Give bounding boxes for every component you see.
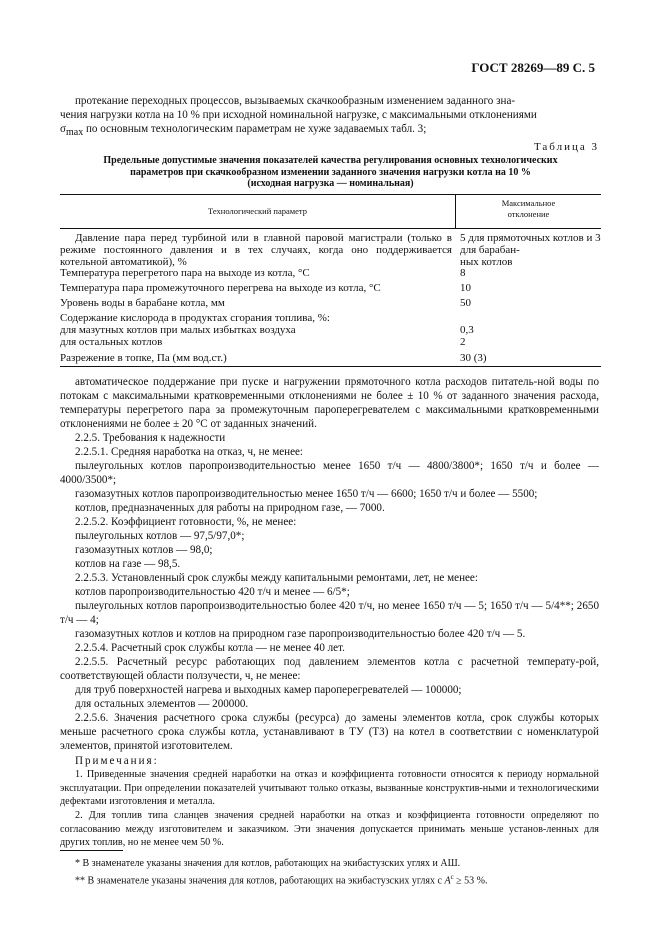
table-row-1-param: Давление пара перед турбиной или в главной паровой магистрали (только в режиме постоянного давления и в тех случаях, когда оно поддерживается котельной автоматикой), % — [60, 232, 452, 268]
footnote-separator — [60, 850, 123, 851]
header-cell-deviation: Максимальное отклонение — [501, 198, 556, 219]
section-2-2-5-1: 2.2.5.1. Средняя наработка на отказ, ч, не менее: — [75, 446, 304, 458]
table-row-4-param: Уровень воды в барабане котла, мм — [60, 297, 225, 309]
other-elements-resource: для остальных элементов — 200000. — [75, 698, 249, 710]
gas-boilers-service-life: газомазутных котлов и котлов на природном газе паропроизводительностью более 420 т/ч — 5. — [75, 628, 526, 640]
section-2-2-5: 2.2.5. Требования к надежности — [75, 432, 226, 444]
intro-line-3 — [60, 122, 599, 140]
gas-boilers-availability: котлов на газе — 98,5. — [75, 558, 181, 570]
boilers-420-service-life: котлов паропроизводительностью 420 т/ч и менее — 6/5*; — [75, 586, 350, 598]
ash-superscript: c — [450, 873, 454, 881]
intro-line-2: чения нагрузки котла на 10 % при исходной номинальной нагрузке, с максимальными отклонениями — [60, 109, 537, 121]
table-top-rule — [60, 194, 601, 195]
section-2-2-5-4: 2.2.5.4. Расчетный срок службы котла — не менее 40 лет. — [75, 642, 345, 654]
intro-line-1: протекание переходных процессов, вызываемых скачкообразным изменением заданного зна- — [75, 95, 516, 107]
table-row-4-value: 50 — [460, 297, 471, 309]
table-title-line-1: Предельные допустимые значения показателей качества регулирования основных технологических — [103, 155, 558, 166]
section-2-2-5-3: 2.2.5.3. Установленный срок службы между капитальными ремонтами, лет, не менее: — [75, 572, 478, 584]
auto-maintenance-paragraph: автоматическое поддержание при пуске и нагружении прямоточного котла расходов питатель-ной воды по потокам с максимальными кратковременными отклонениями не более ± 10 % от заданного значения расхода, температуры перегретого пара за промежуточным пароперегревателем с максимальными кратковременными отклонениями не более ± 20 °С от заданных значений. — [60, 376, 599, 430]
footnote-1: * В знаменателе указаны значения для котлов, работающих на экибастузских углях и АШ. — [75, 858, 461, 869]
pipes-resource: для труб поверхностей нагрева и выходных камер пароперегревателей — 100000; — [75, 684, 462, 696]
footnote-2 — [60, 871, 599, 887]
table-row-2-param: Температура перегретого пара на выходе из котла, °С — [60, 267, 310, 279]
gas-oil-boilers-availability: газомазутных котлов — 98,0; — [75, 544, 213, 556]
section-2-2-5-6: 2.2.5.6. Значения расчетного срока службы (ресурса) до замены элементов котла, срок службы которых меньше расчетного срока службы котла, устанавливают в ТУ (ТЗ) на котел в соответствии с номенклатурой элементов, принятой изготовителем. — [60, 712, 599, 752]
note-2: 2. Для топлив типа сланцев значения средней наработки на отказ и коэффициента готовности определяют по согласованию между изготовителем и заказчиком. Эти значения допускается принимать меньше установ-ленных для других топлив, но не менее чем 50 %. — [60, 810, 599, 848]
coal-boilers-mtbf: пылеугольных котлов паропроизводительностью менее 1650 т/ч — 4800/3800*; 1650 т/ч и более — 4000/3500*; — [60, 460, 599, 486]
table-title-line-2: параметров при скачкообразном изменении заданного значения нагрузки котла на 10 % — [130, 166, 531, 178]
section-2-2-5-2: 2.2.5.2. Коэффициент готовности, %, не менее: — [75, 516, 297, 528]
table-row-3-param: Температура пара промежуточного перегрева на выходе из котла, °С — [60, 282, 381, 294]
table-row-5-value: 0,3 2 — [460, 324, 474, 348]
table-row-2-value: 8 — [460, 267, 466, 279]
coal-boilers-availability: пылеугольных котлов — 97,5/97,0*; — [75, 530, 245, 542]
table-title — [60, 155, 601, 190]
table-row-6-param: Разрежение в топке, Па (мм вод.ст.) — [60, 352, 227, 364]
page-header: ГОСТ 28269—89 С. 5 — [471, 60, 595, 75]
table-row-5-param: Содержание кислорода в продуктах сгорания топлива, %: для мазутных котлов при малых избытках воздуха для остальных котлов — [60, 312, 330, 348]
gas-oil-boilers-mtbf: газомазутных котлов паропроизводительностью менее 1650 т/ч — 6600; 1650 т/ч и более — 5500; — [75, 488, 538, 500]
footnote-2-text: ** В знаменателе указаны значения для котлов, работающих на экибастузских углях с — [75, 875, 445, 887]
table-title-line-3: (исходная нагрузка — номинальная) — [247, 178, 414, 189]
intro-line-3-text: по основным технологическим параметрам не хуже задаваемых табл. 3; — [83, 123, 427, 135]
table-row-3-value: 10 — [460, 282, 471, 294]
sigma-symbol: σ — [60, 123, 66, 135]
coal-boilers-service-life: пылеугольных котлов паропроизводительностью более 420 т/ч, но менее 1650 т/ч — 5; 1650 т/ч — 5/4**; 2650 т/ч — 4; — [60, 600, 599, 626]
table-row-6-value: 30 (3) — [460, 352, 487, 364]
notes-title: Примечания: — [75, 755, 159, 767]
table-row-1-value: 5 для прямоточных котлов и 3 для барабан- ных котлов — [460, 232, 601, 268]
ash-symbol: A — [444, 875, 451, 887]
note-1: 1. Приведенные значения средней наработки на отказ и коэффициента готовности относятся к периоду нормальной эксплуатации. При определении показателей учитывают только отказы, вызванные конструктив-ными и технологическими дефектами изготовления и металла. — [60, 769, 599, 807]
sigma-subscript: max — [65, 127, 84, 139]
section-2-2-5-5: 2.2.5.5. Расчетный ресурс работающих под давлением элементов котла с расчетной температу-рой, соответствующей области ползучести, ч, не менее: — [60, 656, 599, 682]
table-label: Таблица 3 — [533, 141, 599, 153]
footnote-2-tail: ≥ 53 %. — [453, 875, 488, 887]
natural-gas-boilers-mtbf: котлов, предназначенных для работы на природном газе, — 7000. — [75, 502, 385, 514]
header-cell-parameter: Технологический параметр — [208, 206, 307, 216]
table-bottom-rule — [60, 366, 601, 367]
table-header-rule — [60, 228, 601, 229]
